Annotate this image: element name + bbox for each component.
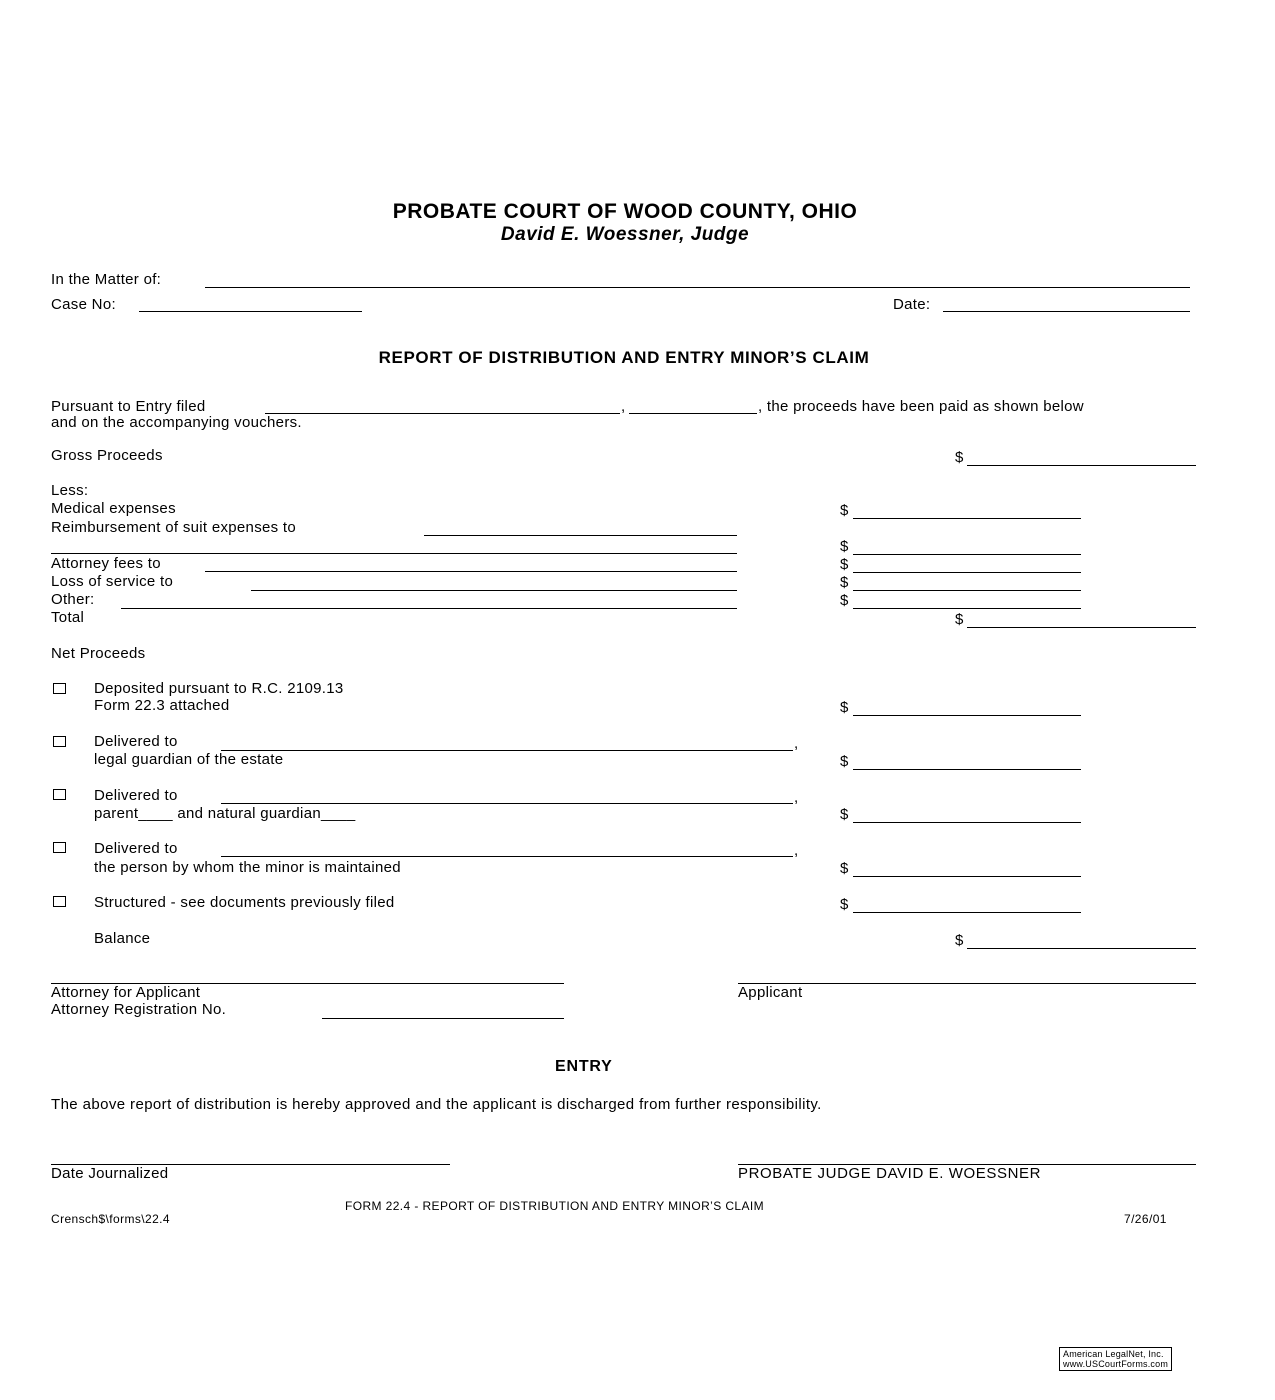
date-label: Date:	[893, 296, 931, 313]
delivered-parent-comma: ,	[794, 789, 799, 806]
delivered-maintainer-label: Delivered to	[94, 840, 178, 857]
date-journalized-label: Date Journalized	[51, 1165, 169, 1182]
delivered-maintainer-amount-field[interactable]	[853, 876, 1081, 877]
case-field[interactable]	[139, 311, 362, 312]
delivered-maintainer-dollar: $	[840, 860, 849, 877]
judge-signature-label: PROBATE JUDGE DAVID E. WOESSNER	[738, 1165, 1042, 1182]
deposited-amount-field[interactable]	[853, 715, 1081, 716]
reimbursement-dollar: $	[840, 538, 849, 555]
other-description-field[interactable]	[121, 608, 737, 609]
delivered-parent-amount-field[interactable]	[853, 822, 1081, 823]
parent-guardian-label: parent____ and natural guardian____	[94, 805, 356, 822]
other-label: Other:	[51, 591, 95, 608]
reimbursement-to-field[interactable]	[424, 535, 737, 536]
deposited-dollar: $	[840, 699, 849, 716]
legal-guardian-label: legal guardian of the estate	[94, 751, 284, 768]
total-amount-field[interactable]	[967, 627, 1196, 628]
attorney-fees-amount-field[interactable]	[853, 572, 1081, 573]
reimbursement-amount-field[interactable]	[853, 554, 1081, 555]
delivered-guardian-checkbox[interactable]	[53, 736, 66, 747]
legalnet-stamp	[1059, 1347, 1172, 1371]
date-field[interactable]	[943, 311, 1190, 312]
entry-text: The above report of distribution is hereby approved and the applicant is discharged from further responsibility.	[51, 1096, 822, 1113]
structured-checkbox[interactable]	[53, 896, 66, 907]
maintainer-label: the person by whom the minor is maintained	[94, 859, 401, 876]
pursuant-line2: and on the accompanying vouchers.	[51, 414, 302, 431]
loss-of-service-label: Loss of service to	[51, 573, 174, 590]
reimbursement-to-field-2[interactable]	[51, 553, 737, 554]
medical-amount-field[interactable]	[853, 518, 1081, 519]
gross-dollar: $	[955, 449, 964, 466]
stamp-line-1: American LegalNet, Inc.	[1063, 1349, 1164, 1359]
deposited-checkbox[interactable]	[53, 683, 66, 694]
delivered-guardian-amount-field[interactable]	[853, 769, 1081, 770]
balance-amount-field[interactable]	[967, 948, 1196, 949]
structured-amount-field[interactable]	[853, 912, 1081, 913]
applicant-label: Applicant	[738, 984, 803, 1001]
delivered-guardian-dollar: $	[840, 753, 849, 770]
attorney-label: Attorney for Applicant	[51, 984, 201, 1001]
delivered-parent-label: Delivered to	[94, 787, 178, 804]
pursuant-end: , the proceeds have been paid as shown below	[758, 398, 1084, 415]
less-label: Less:	[51, 482, 89, 499]
form-title: REPORT OF DISTRIBUTION AND ENTRY MINOR’S CLAIM	[378, 348, 870, 367]
attorney-fees-to-field[interactable]	[205, 571, 737, 572]
balance-dollar: $	[955, 932, 964, 949]
entry-date-field[interactable]	[629, 413, 757, 414]
delivered-parent-name-field[interactable]	[221, 803, 793, 804]
structured-label: Structured - see documents previously filed	[94, 894, 395, 911]
court-title: PROBATE COURT OF WOOD COUNTY, OHIO	[392, 200, 858, 223]
medical-dollar: $	[840, 502, 849, 519]
registration-label: Attorney Registration No.	[51, 1001, 227, 1018]
loss-of-service-to-field[interactable]	[251, 590, 737, 591]
matter-label: In the Matter of:	[51, 271, 162, 288]
gross-proceeds-label: Gross Proceeds	[51, 447, 163, 464]
applicant-signature-line[interactable]	[738, 983, 1196, 984]
delivered-parent-dollar: $	[840, 806, 849, 823]
other-dollar: $	[840, 592, 849, 609]
footer-path: Crensch$\forms\22.4	[51, 1212, 170, 1226]
entry-heading: ENTRY	[555, 1058, 613, 1075]
net-proceeds-label: Net Proceeds	[51, 645, 146, 662]
footer-date: 7/26/01	[1124, 1212, 1167, 1226]
footer-form-name: FORM 22.4 - REPORT OF DISTRIBUTION AND ENTRY MINOR’S CLAIM	[345, 1199, 765, 1213]
delivered-maintainer-name-field[interactable]	[221, 856, 793, 857]
judge-name: David E. Woessner, Judge	[500, 224, 750, 245]
total-dollar: $	[955, 611, 964, 628]
medical-label: Medical expenses	[51, 500, 176, 517]
attorney-fees-dollar: $	[840, 556, 849, 573]
registration-field[interactable]	[322, 1018, 564, 1019]
delivered-guardian-label: Delivered to	[94, 733, 178, 750]
reimbursement-label: Reimbursement of suit expenses to	[51, 519, 297, 536]
delivered-maintainer-comma: ,	[794, 842, 799, 859]
matter-field[interactable]	[205, 287, 1190, 288]
delivered-maintainer-checkbox[interactable]	[53, 842, 66, 853]
balance-label: Balance	[94, 930, 151, 947]
attorney-fees-label: Attorney fees to	[51, 555, 161, 572]
gross-amount-field[interactable]	[967, 465, 1196, 466]
case-label: Case No:	[51, 296, 116, 313]
other-amount-field[interactable]	[853, 608, 1081, 609]
pursuant-start: Pursuant to Entry filed	[51, 398, 206, 415]
deposited-label: Deposited pursuant to R.C. 2109.13	[94, 680, 344, 697]
pursuant-comma: ,	[621, 398, 626, 415]
delivered-parent-checkbox[interactable]	[53, 789, 66, 800]
entry-filed-field[interactable]	[265, 413, 620, 414]
stamp-line-2: www.USCourtForms.com	[1063, 1359, 1169, 1369]
loss-of-service-amount-field[interactable]	[853, 590, 1081, 591]
deposited-form-label: Form 22.3 attached	[94, 697, 230, 714]
structured-dollar: $	[840, 896, 849, 913]
delivered-guardian-name-field[interactable]	[221, 750, 793, 751]
loss-of-service-dollar: $	[840, 574, 849, 591]
total-label: Total	[51, 609, 85, 626]
delivered-guardian-comma: ,	[794, 735, 799, 752]
